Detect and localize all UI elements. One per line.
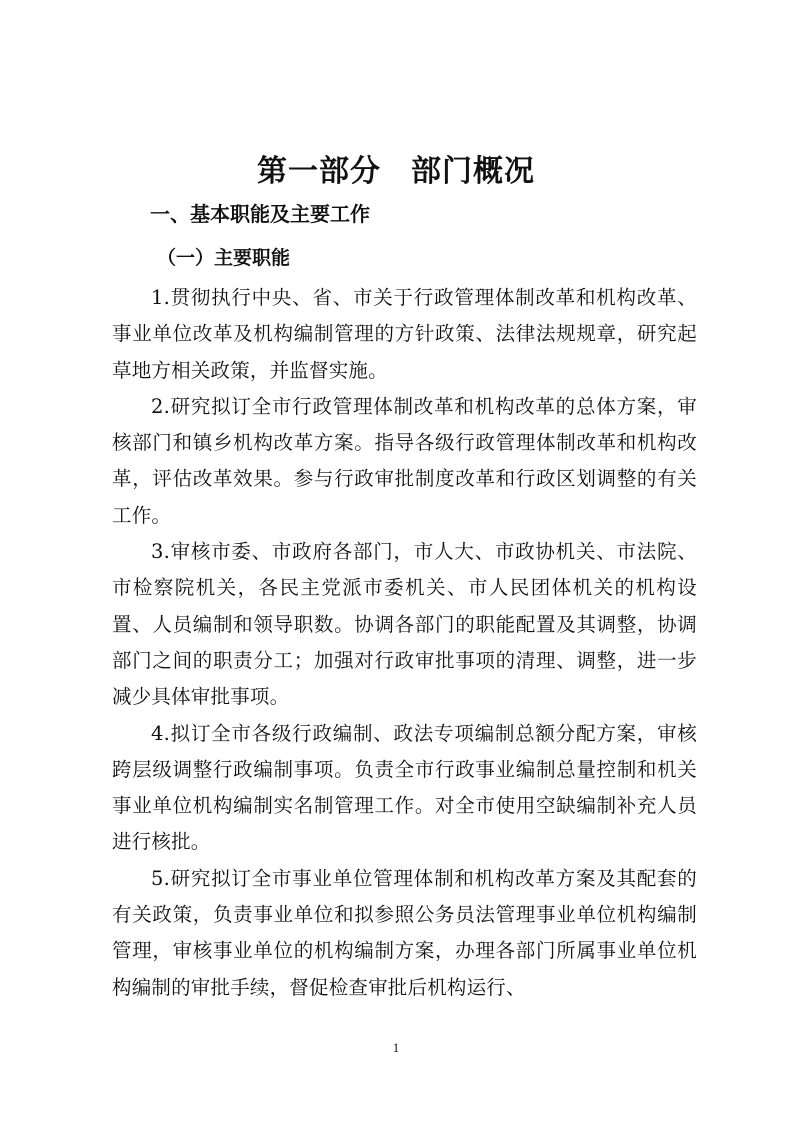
title-name: 部门概况 — [411, 154, 535, 189]
title-part: 第一部分 — [257, 154, 381, 189]
section-heading: 一、基本职能及主要工作 — [150, 202, 370, 226]
paragraph-2: 2.研究拟订全市行政管理体制改革和机构改革的总体方案，审核部门和镇乡机构改革方案。指导各级行政管理体制改革和机构改革，评估改革效果。参与行政审批制度改革和行政区划调整的有关工作。 — [112, 394, 697, 527]
paragraph-1: 1.贯彻执行中央、省、市关于行政管理体制改革和机构改革、事业单位改革及机构编制管理的方针政策、法律法规规章，研究起草地方相关政策，并监督实施。 — [112, 286, 697, 382]
paragraph-3: 3.审核市委、市政府各部门，市人大、市政协机关、市法院、市检察院机关，各民主党派市委机关、市人民团体机关的机构设置、人员编制和领导职数。协调各部门的职能配置及其调整，协调部门之间的职责分工；加强对行政审批事项的清理、调整，进一步减少具体审批事项。 — [112, 540, 697, 709]
page-title — [0, 150, 792, 194]
body-text — [112, 280, 697, 1006]
paragraph-5: 5.研究拟订全市事业单位管理体制和机构改革方案及其配套的有关政策，负责事业单位和拟参照公务员法管理事业单位机构编制管理，审核事业单位的机构编制方案，办理各部门所属事业单位机构编制的审批手续，督促检查审批后机构运行、 — [112, 866, 697, 999]
paragraph-4: 4.拟订全市各级行政编制、政法专项编制总额分配方案，审核跨层级调整行政编制事项。负责全市行政事业编制总量控制和机关事业单位机构编制实名制管理工作。对全市使用空缺编制补充人员进行核批。 — [112, 721, 697, 854]
page-number: 1 — [392, 1040, 400, 1055]
subsection-heading: （一）主要职能 — [157, 247, 291, 269]
